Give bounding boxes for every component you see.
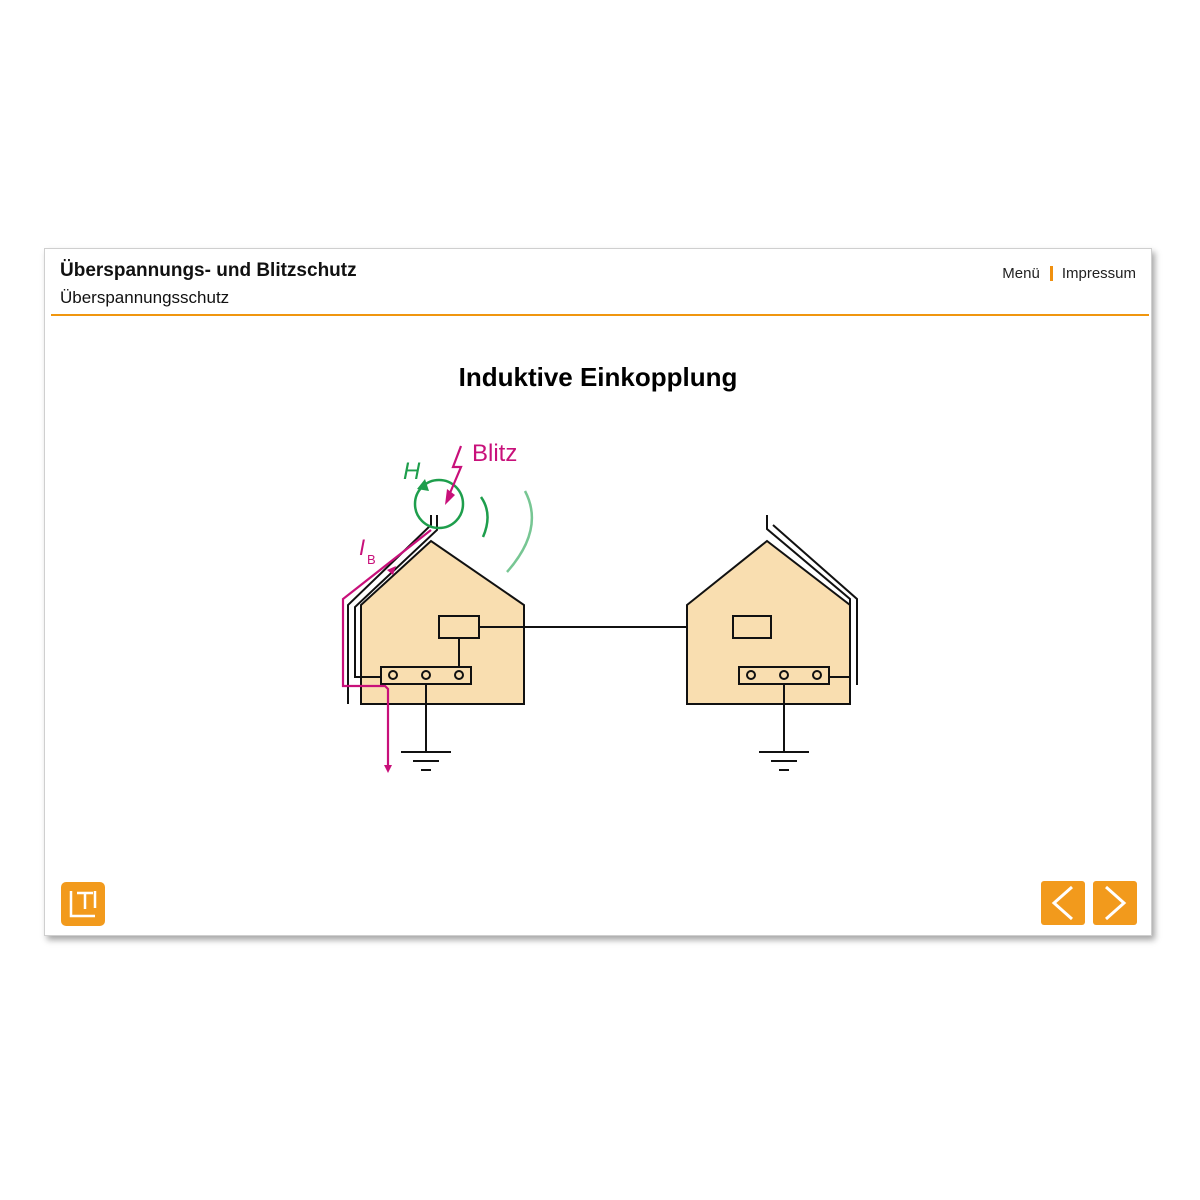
logo-bracket-t-icon xyxy=(61,882,105,926)
chevron-right-icon xyxy=(1093,881,1137,925)
field-label: H xyxy=(403,458,421,485)
chevron-left-icon xyxy=(1041,881,1085,925)
lightning-bolt-icon xyxy=(445,446,461,505)
previous-page-button[interactable] xyxy=(1041,881,1085,925)
lightning-label: Blitz xyxy=(472,440,518,467)
house-right xyxy=(687,515,857,770)
current-label: I xyxy=(359,535,366,560)
course-title: Überspannungs- und Blitzschutz xyxy=(60,260,357,281)
course-window xyxy=(44,248,1152,936)
inductive-coupling-diagram xyxy=(45,249,1151,935)
chapter-subtitle: Überspannungsschutz xyxy=(60,288,230,307)
menu-link[interactable]: Menü xyxy=(1002,265,1040,282)
current-subscript: B xyxy=(367,552,376,567)
imprint-link[interactable]: Impressum xyxy=(1061,265,1136,282)
next-page-button[interactable] xyxy=(1093,881,1137,925)
slide-title: Induktive Einkopplung xyxy=(458,362,738,392)
home-logo-button[interactable] xyxy=(61,882,105,926)
